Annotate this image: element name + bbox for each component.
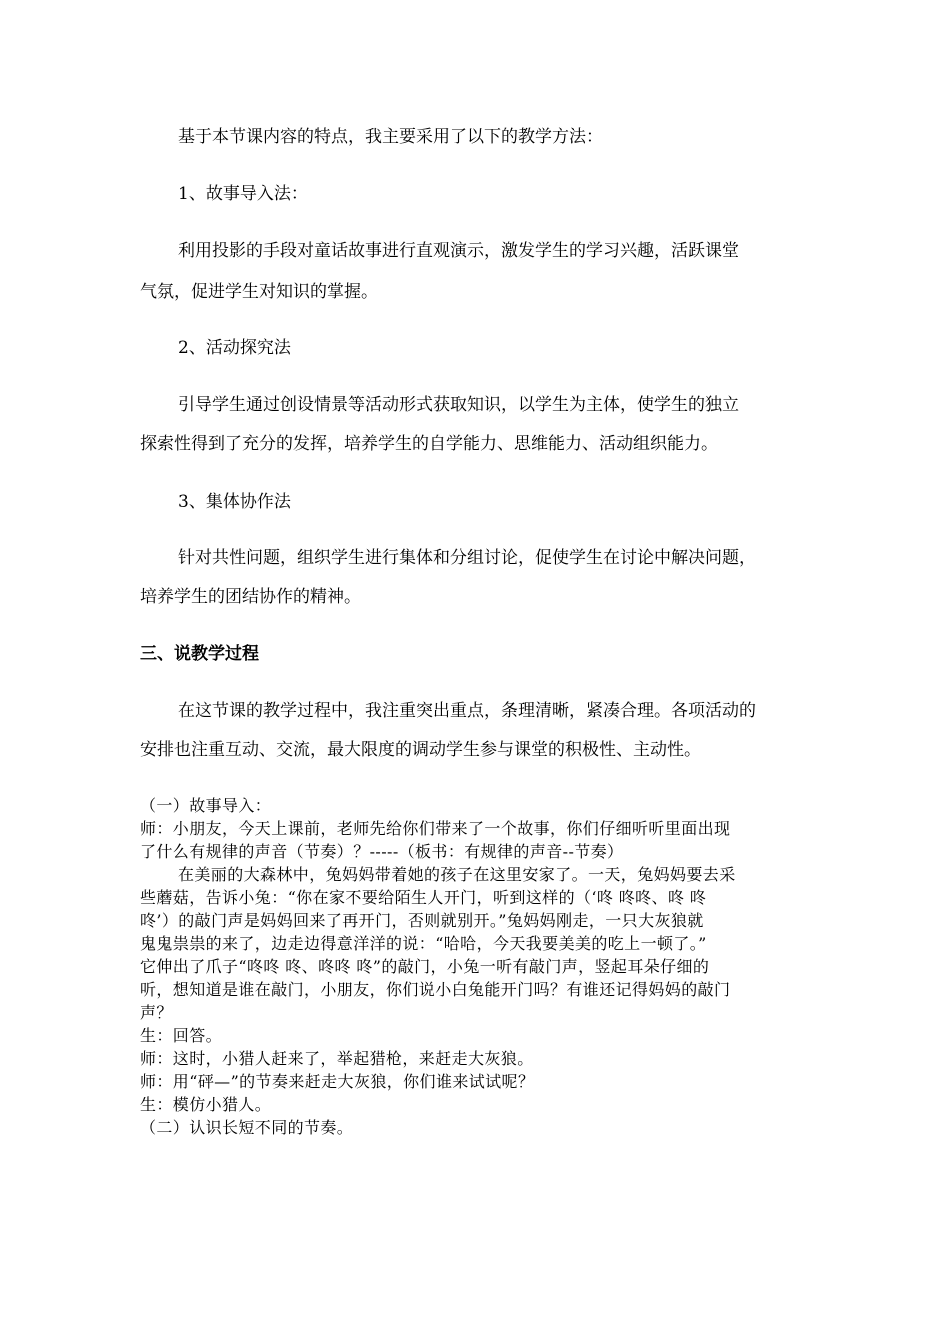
- dialogue-line: 了什么有规律的声音（节奏）？-----（板书：有规律的声音--节奏）: [140, 842, 624, 861]
- section3-heading: 三、说教学过程: [140, 644, 259, 664]
- part2-title: （二）认识长短不同的节奏。: [140, 1118, 354, 1137]
- process-text-line2: 安排也注重互动、交流，最大限度的调动学生参与课堂的积极性、主动性。: [140, 740, 701, 760]
- method2-title: 2、活动探究法: [178, 338, 291, 358]
- story-line: 在美丽的大森林中，兔妈妈带着她的孩子在这里安家了。一天，兔妈妈要去采: [178, 865, 736, 884]
- dialogue-line: 师：用“砰—”的节奏来赶走大灰狼，你们谁来试试呢？: [140, 1072, 535, 1091]
- part1-title: （一）故事导入：: [140, 796, 272, 815]
- method2-text-line2: 探索性得到了充分的发挥，培养学生的自学能力、思维能力、活动组织能力。: [140, 434, 718, 454]
- story-line: 鬼鬼祟祟的来了，边走边得意洋洋的说：“哈哈，今天我要美美的吃上一顿了。”: [140, 934, 707, 953]
- story-line: 听，想知道是谁在敲门，小朋友，你们说小白兔能开门吗？有谁还记得妈妈的敲门: [140, 980, 731, 999]
- dialogue-line: 生：回答。: [140, 1026, 223, 1045]
- method3-title: 3、集体协作法: [178, 492, 291, 512]
- story-line: 咚’）的敲门声是妈妈回来了再开门，否则就别开。”兔妈妈刚走，一只大灰狼就: [140, 911, 704, 930]
- process-text-line1: 在这节课的教学过程中，我注重突出重点，条理清晰，紧凑合理。各项活动的: [178, 701, 756, 721]
- story-line: 些蘑菇，告诉小兔：“你在家不要给陌生人开门，听到这样的（‘咚 咚咚、咚 咚: [140, 888, 707, 907]
- method1-text-line1: 利用投影的手段对童话故事进行直观演示，激发学生的学习兴趣，活跃课堂: [178, 241, 739, 261]
- story-line: 它伸出了爪子“咚咚 咚、咚咚 咚”的敲门，小兔一听有敲门声，竖起耳朵仔细的: [140, 957, 710, 976]
- story-line: 声？: [140, 1003, 173, 1022]
- dialogue-line: 师：这时，小猎人赶来了，举起猎枪，来赶走大灰狼。: [140, 1049, 534, 1068]
- method1-title: 1、故事导入法：: [178, 184, 308, 204]
- method3-text-line2: 培养学生的团结协作的精神。: [140, 587, 361, 607]
- dialogue-line: 生：模仿小猎人。: [140, 1095, 272, 1114]
- method3-text-line1: 针对共性问题，组织学生进行集体和分组讨论，促使学生在讨论中解决问题，: [178, 548, 756, 568]
- intro-paragraph: 基于本节课内容的特点，我主要采用了以下的教学方法：: [178, 127, 603, 147]
- dialogue-line: 师：小朋友，今天上课前，老师先给你们带来了一个故事，你们仔细听听里面出现: [140, 819, 731, 838]
- method1-text-line2: 气氛，促进学生对知识的掌握。: [140, 282, 378, 302]
- method2-text-line1: 引导学生通过创设情景等活动形式获取知识，以学生为主体，使学生的独立: [178, 395, 739, 415]
